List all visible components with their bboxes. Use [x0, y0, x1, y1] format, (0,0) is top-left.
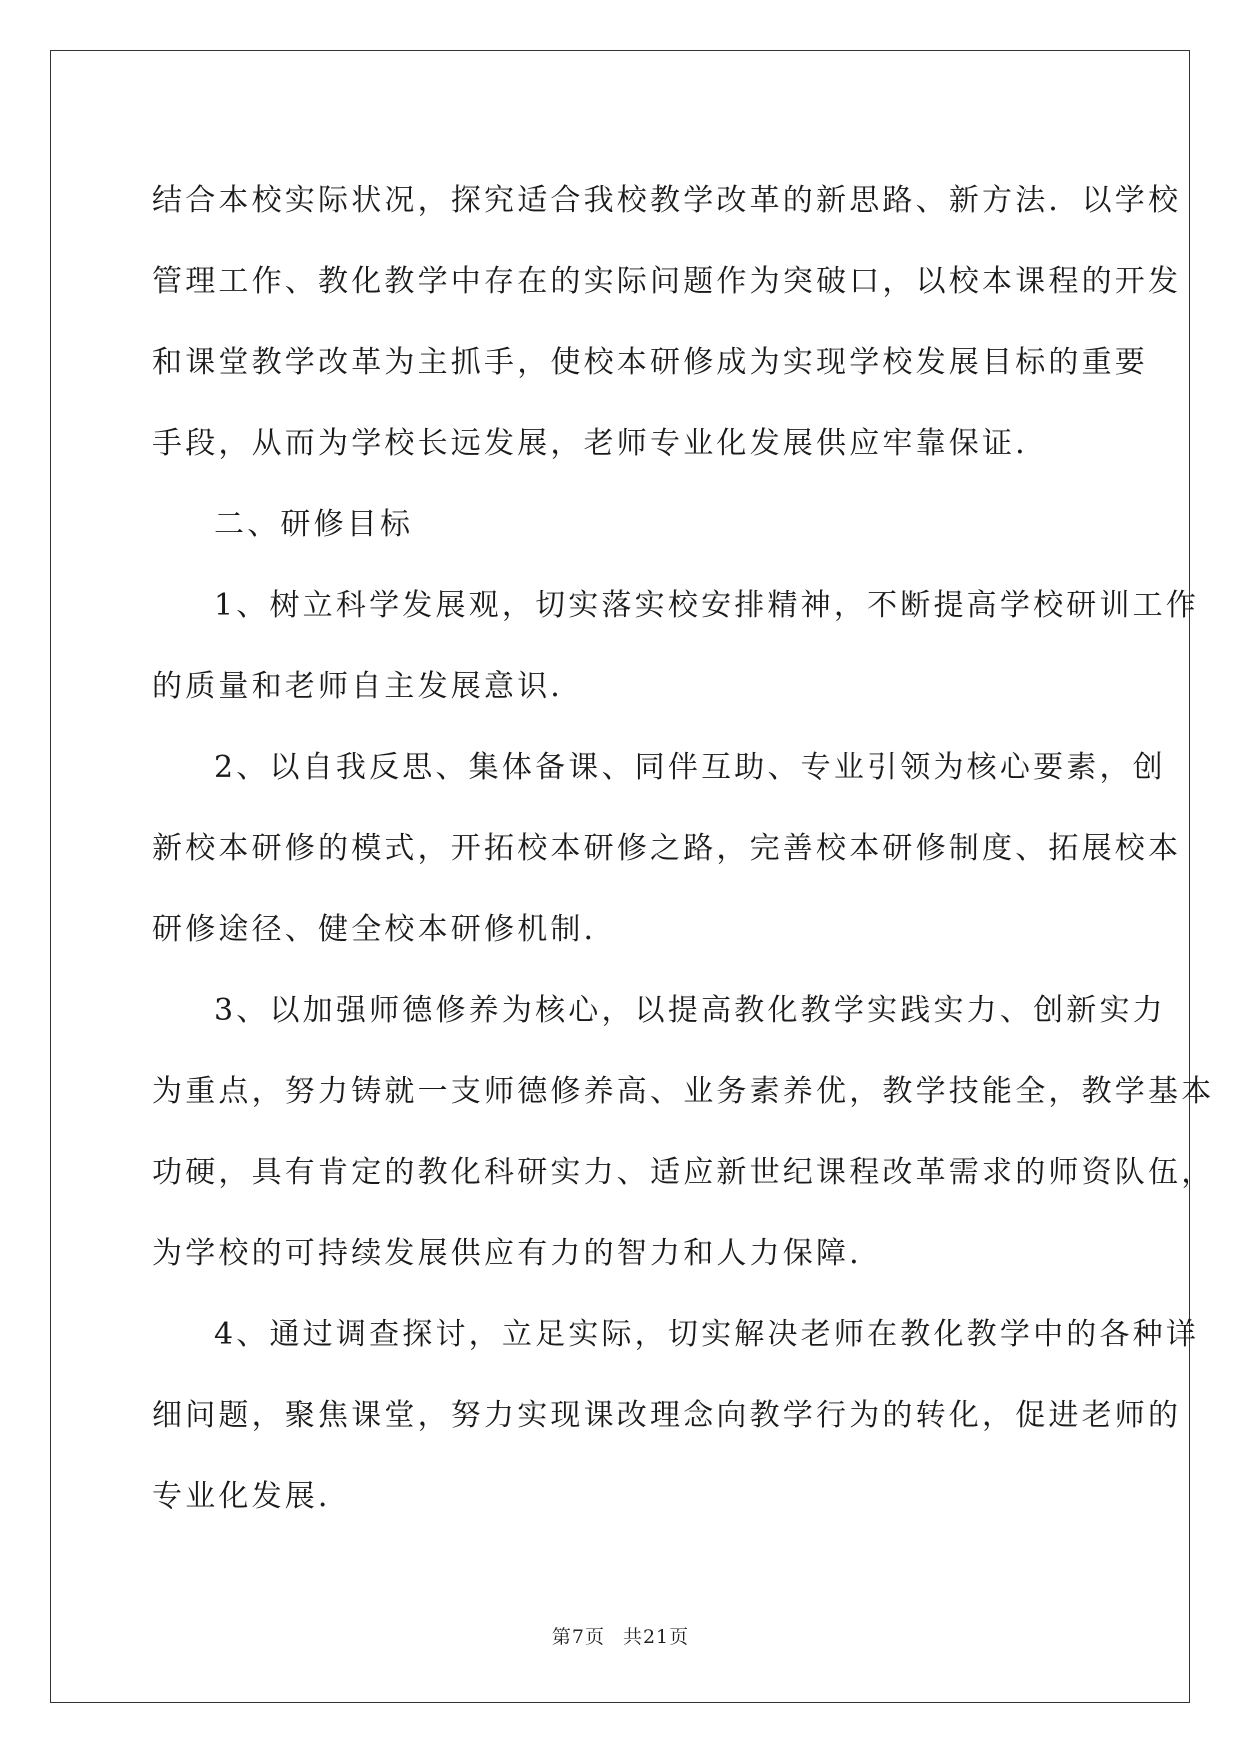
text-line: 4、通过调查探讨，立足实际，切实解决老师在教化教学中的各种详 — [214, 1317, 1200, 1352]
section-heading: 二、研修目标 — [214, 507, 414, 542]
text-line: 和课堂教学改革为主抓手，使校本研修成为实现学校发展目标的重要 — [152, 345, 1148, 380]
text-line: 功硬，具有肯定的教化科研实力、适应新世纪课程改革需求的师资队伍， — [152, 1155, 1215, 1190]
text-line: 2、以自我反思、集体备课、同伴互助、专业引领为核心要素，创 — [214, 750, 1166, 785]
page-footer — [0, 1622, 1241, 1649]
text-line: 研修途径、健全校本研修机制． — [152, 912, 617, 947]
text-line: 为学校的可持续发展供应有力的智力和人力保障． — [152, 1236, 883, 1271]
text-line: 结合本校实际状况，探究适合我校教学改革的新思路、新方法．以学校 — [152, 183, 1182, 218]
text-line: 细问题，聚焦课堂，努力实现课改理念向教学行为的转化，促进老师的 — [152, 1398, 1182, 1433]
text-line: 3、以加强师德修养为核心，以提高教化教学实践实力、创新实力 — [214, 993, 1166, 1028]
text-line: 管理工作、教化教学中存在的实际问题作为突破口，以校本课程的开发 — [152, 264, 1182, 299]
total-pages: 共21页 — [622, 1626, 690, 1648]
text-line: 手段，从而为学校长远发展，老师专业化发展供应牢靠保证． — [152, 426, 1049, 461]
text-line: 的质量和老师自主发展意识． — [152, 669, 584, 704]
text-line: 1、树立科学发展观，切实落实校安排精神，不断提高学校研训工作 — [214, 588, 1200, 623]
text-line: 新校本研修的模式，开拓校本研修之路，完善校本研修制度、拓展校本 — [152, 831, 1182, 866]
text-line: 专业化发展． — [152, 1479, 352, 1514]
document-body — [152, 160, 1215, 1537]
text-line: 为重点，努力铸就一支师德修养高、业务素养优，教学技能全，教学基本 — [152, 1074, 1215, 1109]
current-page-number: 第7页 — [551, 1626, 605, 1648]
